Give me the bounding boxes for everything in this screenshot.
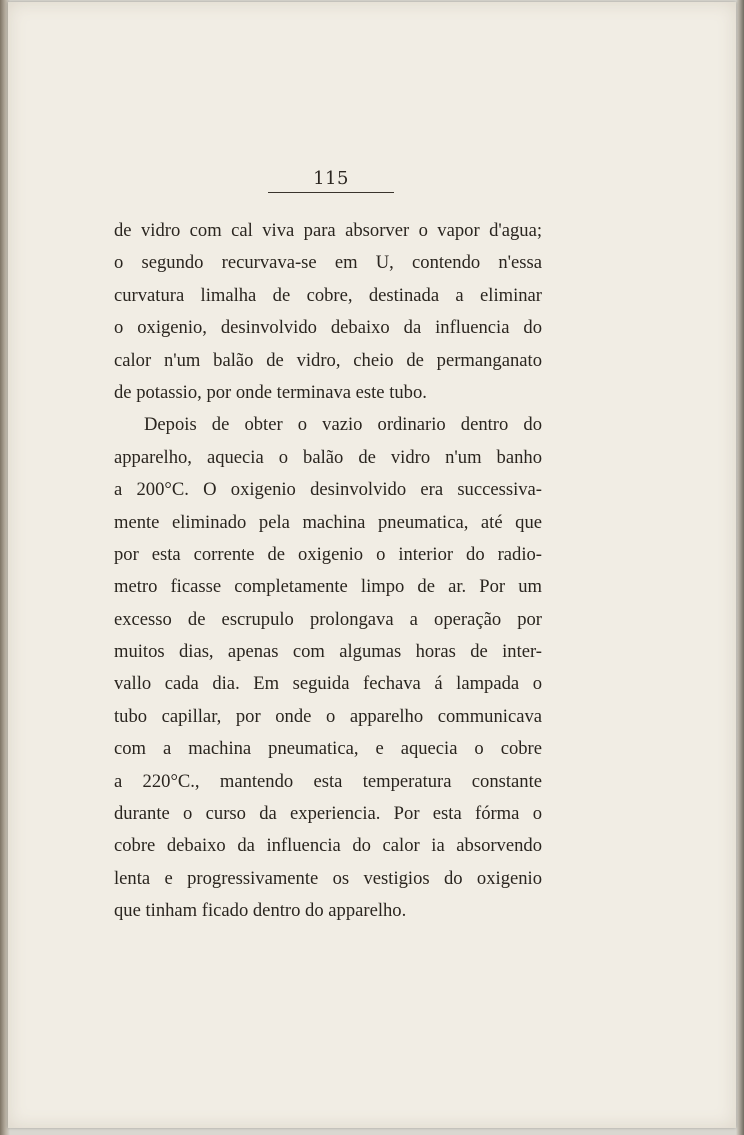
text-line: apparelho, aquecia o balão de vidro n'um banho <box>114 446 542 468</box>
text-line: o oxigenio, desinvolvido debaixo da influencia do <box>114 317 542 339</box>
text-line: que tinham ficado dentro do apparelho. <box>114 900 407 922</box>
text-line: durante o curso da experiencia. Por esta fórma o <box>114 803 542 825</box>
text-line: tubo capillar, por onde o apparelho communicava <box>114 705 542 727</box>
text-line: a 220°C., mantendo esta temperatura constante <box>114 770 542 792</box>
text-line: por esta corrente de oxigenio o interior do radio- <box>114 543 542 565</box>
page-number: 115 <box>313 168 349 189</box>
text-line: curvatura limalha de cobre, destinada a eliminar <box>114 284 542 306</box>
text-line: a 200°C. O oxigenio desinvolvido era successiva- <box>114 479 542 501</box>
page-edge-shadow <box>736 0 744 1135</box>
text-line: com a machina pneumatica, e aquecia o cobre <box>114 738 542 760</box>
body-text <box>114 215 542 928</box>
text-line: excesso de escrupulo prolongava a operação por <box>114 608 542 630</box>
text-line: mente eliminado pela machina pneumatica, até que <box>114 511 542 533</box>
text-line: de vidro com cal viva para absorver o vapor d'agua; <box>114 220 542 241</box>
text-line: metro ficasse completamente limpo de ar. Por um <box>114 576 542 598</box>
text-line: vallo cada dia. Em seguida fechava á lampada o <box>114 673 542 695</box>
text-line: lenta e progressivamente os vestigios do oxigenio <box>114 867 542 889</box>
text-line: o segundo recurvava-se em U, contendo n'essa <box>114 252 542 274</box>
text-line: Depois de obter o vazio ordinario dentro do <box>144 414 542 436</box>
text-line: de potassio, por onde terminava este tubo. <box>114 381 427 403</box>
header-rule <box>268 192 394 193</box>
text-line: cobre debaixo da influencia do calor ia absorvendo <box>114 835 542 857</box>
text-line: calor n'um balão de vidro, cheio de permanganato <box>114 349 542 371</box>
text-line: muitos dias, apenas com algumas horas de inter- <box>114 641 542 663</box>
